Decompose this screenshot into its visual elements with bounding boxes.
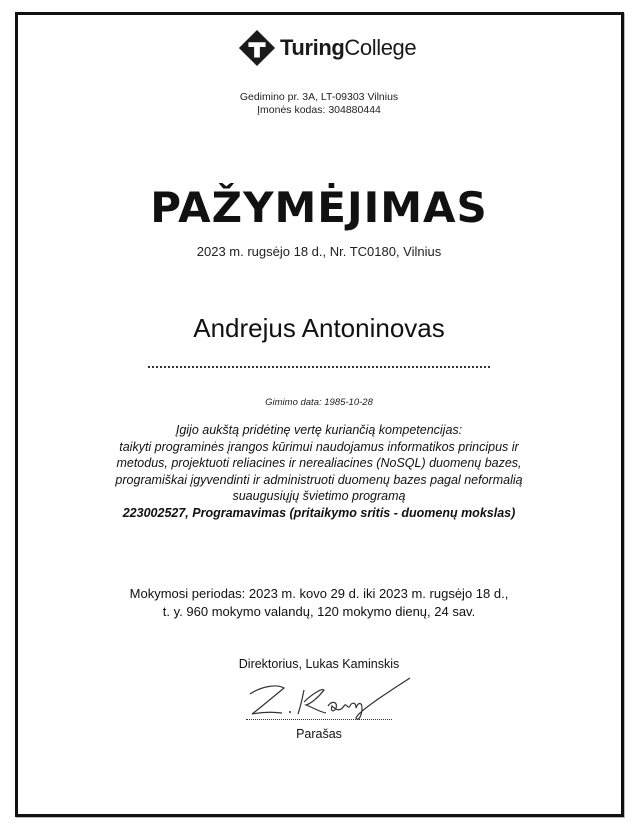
brand-name-bold: Turing <box>280 35 345 60</box>
competence-line: Įgijo aukštą pridėtinę vertę kuriančią kompetencijas: <box>175 423 463 437</box>
signature-dotted-line <box>246 719 392 720</box>
director-name: Direktorius, Lukas Kaminskis <box>238 657 400 671</box>
period-hours-line: t. y. 960 mokymo valandų, 120 mokymo dienų, 24 sav. <box>162 604 476 619</box>
certificate-title: PAŽYMĖJIMAS <box>150 183 488 232</box>
training-period <box>0 585 638 621</box>
period-line: Mokymosi periodas: 2023 m. kovo 29 d. iki 2023 m. rugsėjo 18 d., <box>129 586 509 601</box>
brand-name-regular: College <box>344 35 417 60</box>
recipient-name: Andrejus Antoninovas <box>193 313 445 343</box>
name-dotted-line <box>148 366 490 368</box>
handwritten-signature <box>232 672 412 722</box>
turing-college-logo-icon <box>238 29 276 67</box>
competence-line: suaugusiųjų švietimo programą <box>232 489 406 503</box>
issue-date-line: 2023 m. rugsėjo 18 d., Nr. TC0180, Vilnius <box>196 244 442 259</box>
brand-logo <box>238 28 416 68</box>
address-line: Gedimino pr. 3A, LT-09303 Vilnius <box>239 91 399 103</box>
program-name: 223002527, Programavimas (pritaikymo sritis - duomenų mokslas) <box>122 505 516 520</box>
competence-text <box>0 422 638 521</box>
competence-line: programiškai įgyvendinti ir administruoti duomenų bazes pagal neformalią <box>115 472 523 487</box>
company-address <box>0 91 638 117</box>
competence-line: taikyti programinės įrangos kūrimui naudojamus informatikos principus ir <box>119 439 519 454</box>
company-code: Įmonės kodas: 304880444 <box>257 104 381 116</box>
birth-date: Gimimo data: 1985-10-28 <box>265 397 373 408</box>
competence-line: metodus, projektuoti reliacines ir nerealiacines (NoSQL) duomenų bazes, <box>116 456 522 470</box>
signature-label: Parašas <box>296 727 342 741</box>
brand-name <box>280 35 416 61</box>
